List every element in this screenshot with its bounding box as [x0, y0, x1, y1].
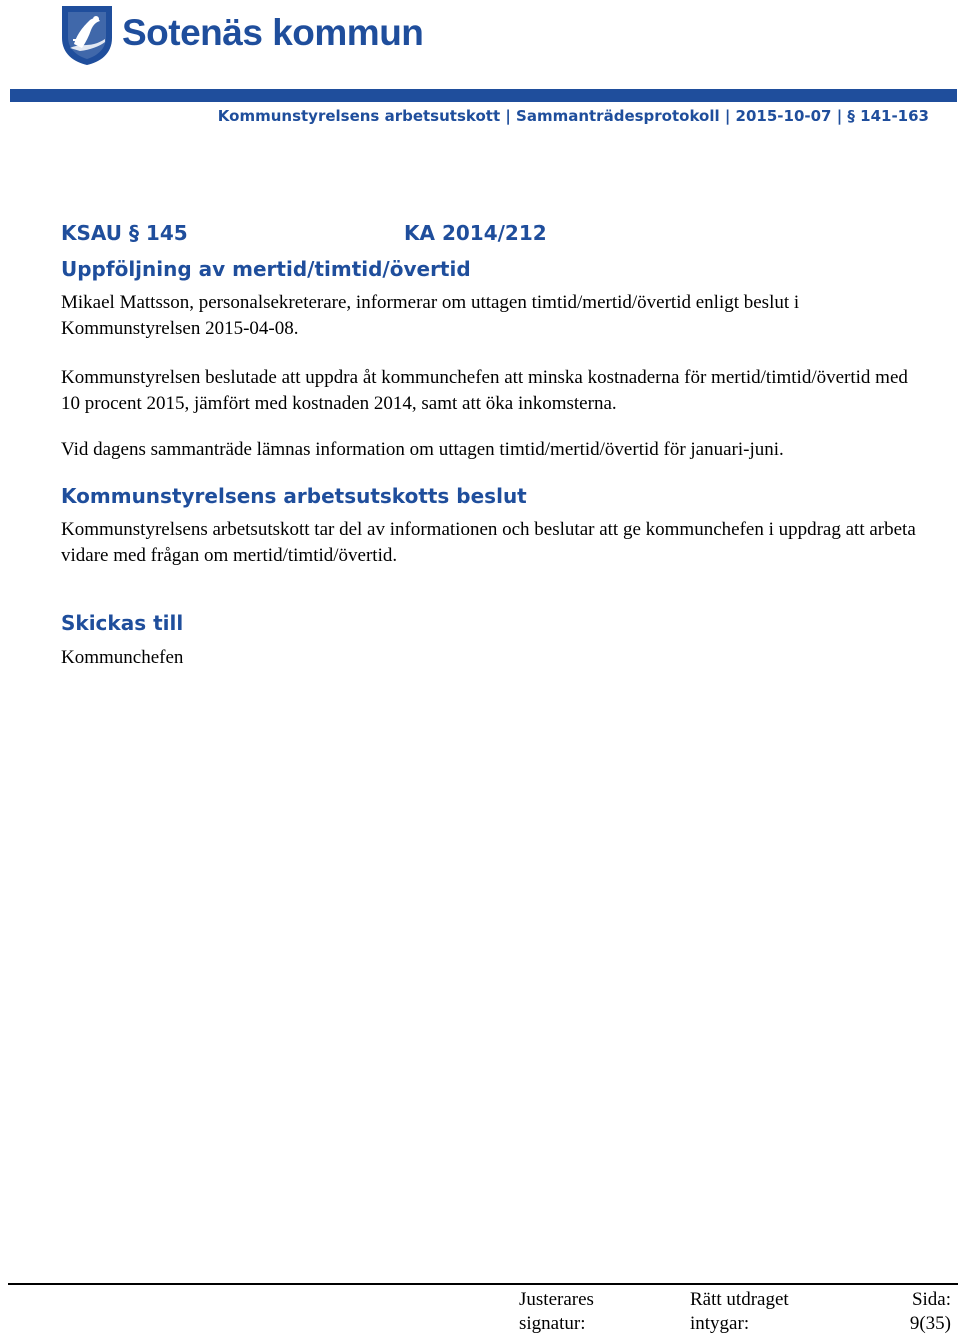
- signature-label-line1: Justerares: [519, 1289, 594, 1310]
- footer-rule: [8, 1283, 958, 1285]
- page-number: 9(35): [909, 1313, 951, 1334]
- extract-label-line1: Rätt utdraget: [690, 1289, 789, 1310]
- send-to-recipient: Kommunchefen: [61, 647, 184, 668]
- case-number: KSAU § 145: [61, 221, 188, 245]
- municipal-crest-icon: [60, 4, 114, 66]
- send-to-heading: Skickas till: [61, 611, 184, 635]
- paragraph: Kommunstyrelsen beslutade att uppdra åt kommunchefen att minska kostnaderna för mertid/timtid/övertid med 10 procent 2015, jämfört med kostnaden 2014, samt att öka inkomsterna.: [61, 367, 908, 414]
- case-reference: KA 2014/212: [404, 221, 547, 245]
- header-bar: [10, 89, 957, 102]
- brand-name: Sotenäs kommun: [122, 12, 424, 53]
- decision-text: Kommunstyrelsens arbetsutskott tar del av informationen och beslutar att ge kommunchefen i uppdrag att arbeta vidare med frågan om mertid/timtid/övertid.: [61, 519, 916, 566]
- protocol-header: Kommunstyrelsens arbetsutskott | Sammanträdesprotokoll | 2015-10-07 | § 141-163: [217, 107, 929, 125]
- signature-label-line2: signatur:: [519, 1313, 586, 1334]
- extract-label-line2: intygar:: [690, 1313, 750, 1334]
- case-title: Uppföljning av mertid/timtid/övertid: [61, 257, 471, 281]
- paragraph: Mikael Mattsson, personalsekreterare, informerar om uttagen timtid/mertid/övertid enligt beslut i Kommunstyrelsen 2015-04-08.: [61, 292, 800, 339]
- page-label: Sida:: [911, 1289, 951, 1310]
- paragraph: Vid dagens sammanträde lämnas information om uttagen timtid/mertid/övertid för januari-juni.: [61, 439, 784, 460]
- decision-heading: Kommunstyrelsens arbetsutskotts beslut: [61, 484, 527, 508]
